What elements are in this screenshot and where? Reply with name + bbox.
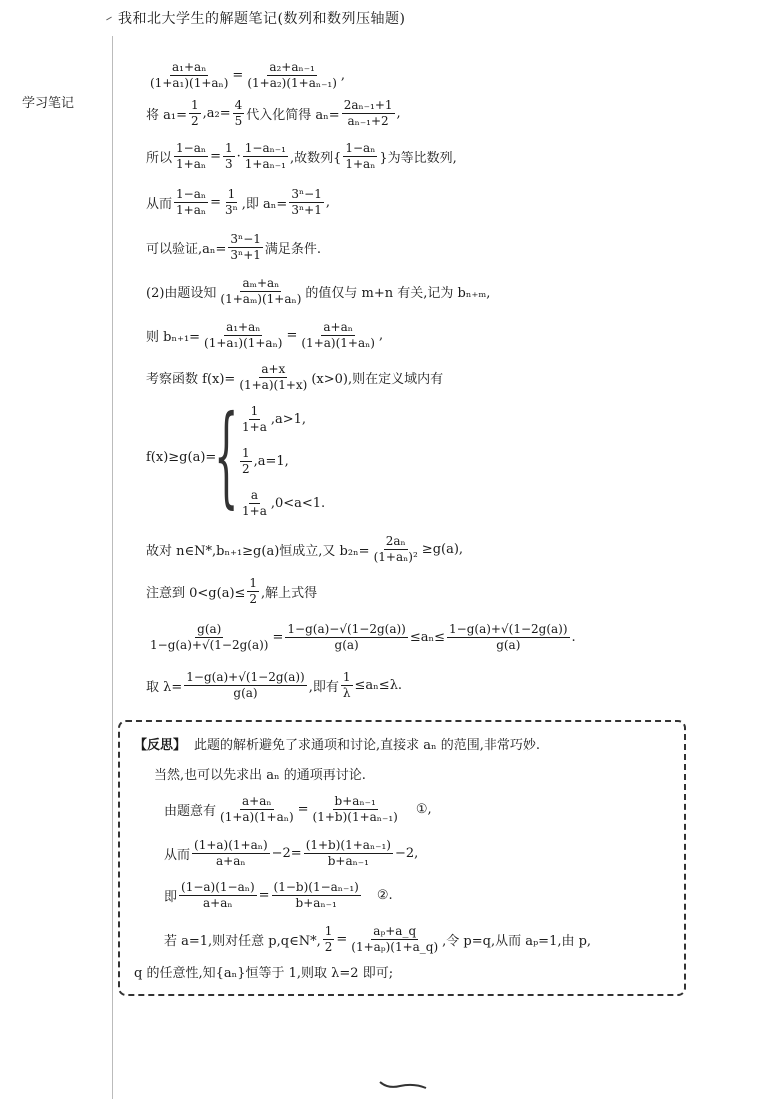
equation-line-5: 可以验证,aₙ= $\frac{\text{3ⁿ−1}}{\text{3ⁿ+1}}$ 满足条件. <box>146 232 322 262</box>
equation-line-4: 从而 $\frac{\text{1−aₙ}}{\text{1+aₙ}}$ = $\frac{1}{\text{3ⁿ}}$ ,即 aₙ= $\frac{\text{3ⁿ−1}}{\text{3ⁿ+1}}$ , <box>146 187 330 217</box>
reflection-line-4: 从而 $\frac{\text{(1+a)(1+aₙ)}}{\text{a+aₙ}}$ −2= $\frac{\text{(1+b)(1+aₙ₋₁)}}{\text{b+aₙ₋₁}}$ −2, <box>164 838 419 868</box>
equation-line-7: 则 bₙ₊₁= $\frac{\text{a₁+aₙ}}{\text{(1+a₁)(1+aₙ)}}$ = $\frac{\text{a+aₙ}}{\text{(1+a)(1+aₙ)}}$ , <box>146 320 384 350</box>
fraction: $\frac{\text{a₂+aₙ₋₁}}{\text{(1+a₂)(1+aₙ₋₁)}}$ <box>247 60 337 90</box>
equation-line-10: 注意到 0<g(a)≤ $\frac{1}{2}$ ,解上式得 <box>146 576 318 606</box>
case-3: $\frac{a}{1+a}$ ,0<a<1. <box>242 488 326 518</box>
case-1: $\frac{1}{1+a}$ ,a>1, <box>242 404 307 434</box>
fraction: $\frac{\text{a₁+aₙ}}{\text{(1+a₁)(1+aₙ)}}$ <box>150 60 229 90</box>
sidebar-note-label: 学习笔记 <box>22 96 75 111</box>
reflection-line-6: 若 a=1,则对任意 p,q∈N*, $\frac{1}{2}$ = $\frac{\text{aₚ+a\_q}}{\text{(1+aₚ)(1+a\_q)}}$ ,令 p=q,从而 aₚ=1,由 p, <box>164 924 592 954</box>
equation-line-11: $\frac{g(a)}{1-g(a)+√(1-2g(a))}$ = $\frac{1-g(a)-√(1-2g(a))}{g(a)}$ ≤aₙ≤ $\frac{1-g(a)+√(1-2g(a))}{g(a)}$ . <box>150 622 576 652</box>
reflection-line-2: 当然,也可以先求出 aₙ 的通项再讨论. <box>154 768 366 783</box>
equation-line-6: (2)由题设知 $\frac{\text{aₘ+aₙ}}{\text{(1+aₘ)(1+aₙ)}}$ 的值仅与 m+n 有关,记为 bₙ₊ₘ, <box>146 276 491 306</box>
equation-line-12: 取 λ= $\frac{1-g(a)+√(1-2g(a))}{g(a)}$ ,即有 $\frac{1}{\lambda}$ ≤aₙ≤λ. <box>146 670 403 700</box>
equation-line-1: $\frac{\text{a₁+aₙ}}{\text{(1+a₁)(1+aₙ)}}$ = $\frac{\text{a₂+aₙ₋₁}}{\text{(1+a₂)(1+aₙ₋₁)}}$ , <box>150 60 346 90</box>
left-brace: { <box>214 391 239 519</box>
reflection-line-1: 【反思】 此题的解析避免了求通项和讨论,直接求 aₙ 的范围,非常巧妙. <box>134 734 540 753</box>
equation-line-3: 所以 $\frac{\text{1−aₙ}}{\text{1+aₙ}}$ = $\frac{1}{3}$ · $\frac{\text{1−aₙ₋₁}}{\text{1+aₙ₋₁}}$ ,故数列{ $\frac{\text{1−aₙ}}{\text{1+aₙ}}$ }为等比数列, <box>146 141 457 171</box>
reflection-line-5: 即 $\frac{\text{(1−a)(1−aₙ)}}{\text{a+aₙ}}$ = $\frac{\text{(1−b)(1−aₙ₋₁)}}{\text{b+aₙ₋₁}}$ ②. <box>164 880 393 910</box>
equation-line-9: 故对 n∈N*,bₙ₊₁≥g(a)恒成立,又 b₂ₙ= $\frac{\text{2aₙ}}{\text{(1+aₙ)²}}$ ≥g(a), <box>146 534 464 564</box>
equation-line-8: 考察函数 f(x)= $\frac{a+x}{(1+a)(1+x)}$ (x>0),则在定义域内有 <box>146 362 444 392</box>
margin-rule <box>112 36 113 1099</box>
reflection-tag: 【反思】 <box>134 738 187 753</box>
case-2: $\frac{1}{2}$ ,a=1, <box>242 446 289 476</box>
scan-mark <box>378 1080 428 1090</box>
reflection-box <box>118 720 686 996</box>
piecewise-definition: f(x)≥g(a)= { $\frac{1}{1+a}$ ,a>1, $\frac{1}{2}$ ,a=1, $\frac{a}{1+a}$ ,0<a<1. <box>146 391 326 519</box>
reflection-line-3: 由题意有 $\frac{\text{a+aₙ}}{\text{(1+a)(1+aₙ)}}$ = $\frac{\text{b+aₙ₋₁}}{\text{(1+b)(1+aₙ₋₁)}}$ ①, <box>164 794 432 824</box>
reflection-line-7: q 的任意性,知{aₙ}恒等于 1,则取 λ=2 即可; <box>134 966 394 981</box>
page-header: 我和北大学生的解题笔记(数列和数列压轴题) <box>118 11 406 27</box>
corner-tick <box>106 17 112 21</box>
equation-line-2: 将 a₁= $\frac{1}{2}$ ,a₂= $\frac{4}{5}$ 代入化简得 aₙ= $\frac{\text{2aₙ₋₁+1}}{\text{aₙ₋₁+2}}$ , <box>146 98 401 128</box>
